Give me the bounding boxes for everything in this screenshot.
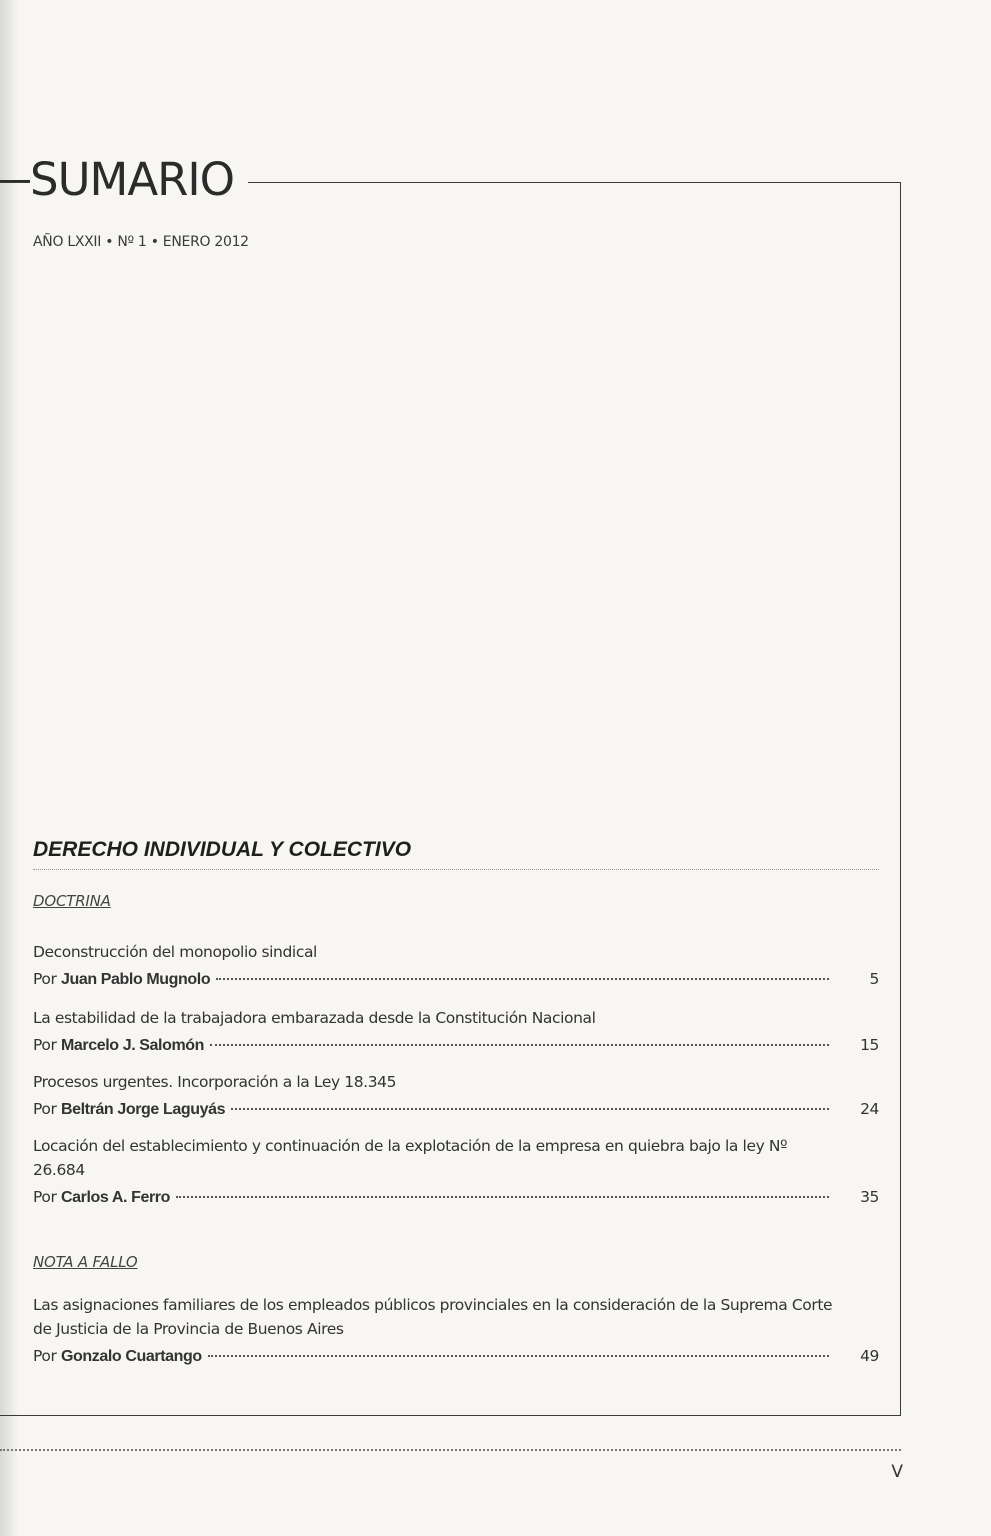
dot-leader (208, 1355, 829, 1357)
author-line (33, 1182, 879, 1213)
page-number: 15 (860, 1036, 879, 1054)
dot-leader (210, 1044, 829, 1046)
section-heading: DERECHO INDIVIDUAL Y COLECTIVO (33, 838, 412, 861)
subsection-label-doctrina: DOCTRINA (33, 892, 111, 910)
author-name: Beltrán Jorge Laguyás (60, 1101, 226, 1118)
toc-entry[interactable] (33, 1293, 879, 1372)
entry-title: Deconstrucción del monopolio sindical (33, 943, 317, 961)
dot-leader (231, 1108, 829, 1110)
dot-leader (216, 978, 829, 980)
issue-info: AÑO LXXII • Nº 1 • ENERO 2012 (33, 234, 249, 250)
entry-title: Las asignaciones familiares de los empleados públicos provinciales en la consideración de la Suprema Corte de Justicia de la Provincia de Buenos Aires (33, 1296, 833, 1338)
author-prefix: Por (33, 1188, 61, 1206)
toc-entry[interactable] (33, 1006, 879, 1061)
author-line (33, 1030, 879, 1061)
author-line (33, 964, 879, 995)
author-prefix: Por (33, 1036, 61, 1054)
page-number: 5 (869, 970, 879, 988)
toc-entry[interactable] (33, 1070, 879, 1125)
toc-entry[interactable] (33, 940, 879, 995)
toc-entry[interactable] (33, 1134, 879, 1213)
author-line (33, 1341, 879, 1372)
author-prefix: Por (33, 970, 61, 988)
title-lead-rule (0, 180, 30, 182)
entry-title: Locación del establecimiento y continuación de la explotación de la empresa en quiebra bajo la ley Nº 26.684 (33, 1137, 787, 1179)
author-line (33, 1094, 879, 1125)
page-title: SUMARIO (30, 150, 248, 210)
author-prefix: Por (33, 1347, 61, 1365)
subsection-label-nota-a-fallo: NOTA A FALLO (33, 1253, 138, 1271)
author-prefix: Por (33, 1100, 61, 1118)
page-number: 24 (860, 1100, 879, 1118)
entry-title: La estabilidad de la trabajadora embarazada desde la Constitución Nacional (33, 1009, 596, 1027)
author-name: Marcelo J. Salomón (60, 1037, 205, 1054)
folio-page-number: V (891, 1462, 903, 1482)
page-number: 35 (860, 1188, 879, 1206)
section-divider (33, 869, 879, 870)
summary-frame (0, 182, 901, 1416)
dot-leader (176, 1196, 829, 1198)
author-name: Carlos A. Ferro (60, 1189, 170, 1206)
footer-dotted-rule (0, 1449, 901, 1451)
entry-title: Procesos urgentes. Incorporación a la Ley 18.345 (33, 1073, 397, 1091)
author-name: Gonzalo Cuartango (60, 1348, 202, 1365)
page-number: 49 (860, 1347, 879, 1365)
author-name: Juan Pablo Mugnolo (60, 971, 211, 988)
